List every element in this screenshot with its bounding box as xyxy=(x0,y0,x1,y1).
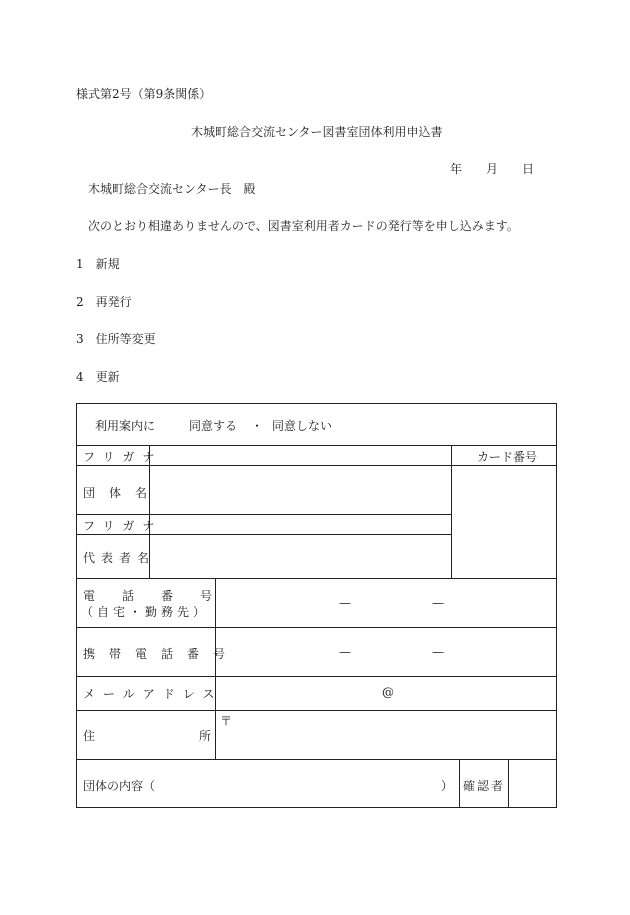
date-month: 月 xyxy=(486,162,499,176)
option-new: 1 新規 xyxy=(76,257,120,271)
consent-agree-option[interactable]: 同意する xyxy=(189,419,238,433)
phone-sublabel: （自宅・勤務先） xyxy=(81,605,210,619)
mobile-dash-1: — xyxy=(339,645,351,659)
phone-label: 電話番号 xyxy=(83,589,240,603)
furigana-label: フリガナ xyxy=(83,450,163,464)
consent-separator: ・ xyxy=(251,419,264,433)
group-content-label: 団体の内容（ xyxy=(83,779,156,793)
consent-label: 利用案内に xyxy=(95,419,156,433)
intro-text: 次のとおり相違ありませんので、図書室利用者カードの発行等を申し込みます。 xyxy=(88,219,519,233)
option-reissue: 2 再発行 xyxy=(76,295,132,309)
group-name-label: 団体名 xyxy=(83,486,162,500)
phone-dash-1: — xyxy=(339,596,351,610)
postal-mark: 〒 xyxy=(220,714,233,728)
card-number-label: カード番号 xyxy=(477,450,538,464)
mobile-dash-2: — xyxy=(432,645,444,659)
date-day: 日 xyxy=(522,162,535,176)
representative-label: 代表者名 xyxy=(83,551,156,565)
option-address-change: 3 住所等変更 xyxy=(76,332,156,346)
confirmer-label: 確認者 xyxy=(463,779,506,793)
date-year: 年 xyxy=(450,162,463,176)
phone-dash-2: — xyxy=(432,596,444,610)
email-label: メールアドレス xyxy=(83,687,223,701)
address-label-2: 所 xyxy=(199,729,212,743)
consent-disagree-option[interactable]: 同意しない xyxy=(272,419,333,433)
application-table xyxy=(76,403,557,808)
option-renewal: 4 更新 xyxy=(76,370,120,384)
email-at: @ xyxy=(382,685,394,699)
address-label-1: 住 xyxy=(83,729,96,743)
group-content-close: ） xyxy=(441,779,454,793)
mobile-label: 携帯電話番号 xyxy=(83,647,240,661)
furigana-label-2: フリガナ xyxy=(83,519,163,533)
form-number: 様式第2号（第9条関係） xyxy=(76,87,212,101)
form-title: 木城町総合交流センター図書室団体利用申込書 xyxy=(191,125,443,139)
addressee: 木城町総合交流センター長 殿 xyxy=(88,182,256,196)
